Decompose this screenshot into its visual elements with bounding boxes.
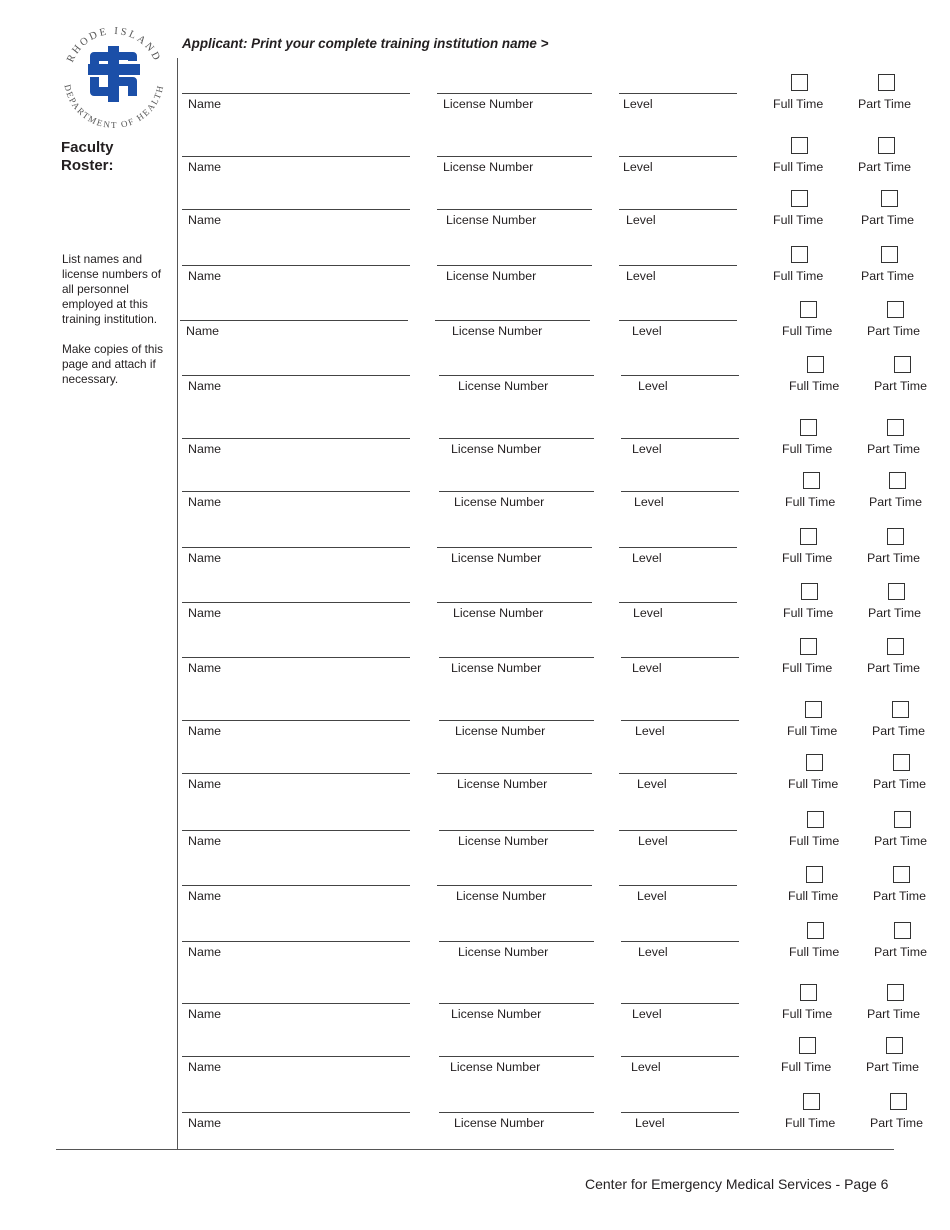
license-number-input-line[interactable]: [437, 885, 592, 886]
form-vertical-rule: [177, 58, 178, 1150]
full-time-label: Full Time: [788, 777, 839, 791]
part-time-checkbox[interactable]: [894, 811, 911, 828]
license-number-label: License Number: [458, 834, 549, 848]
name-label: Name: [188, 724, 222, 738]
name-label: Name: [188, 379, 222, 393]
part-time-label: Part Time: [873, 889, 927, 903]
license-number-label: License Number: [451, 551, 542, 565]
copy-instructions: Make copies of this page and attach if necessary.: [62, 342, 163, 386]
part-time-label: Part Time: [867, 661, 921, 675]
license-number-label: License Number: [451, 442, 542, 456]
name-label: Name: [188, 606, 222, 620]
full-time-checkbox[interactable]: [803, 1093, 820, 1110]
part-time-label: Part Time: [858, 97, 912, 111]
part-time-label: Part Time: [861, 213, 915, 227]
part-time-label: Part Time: [866, 1060, 920, 1074]
level-label: Level: [623, 97, 653, 111]
full-time-checkbox[interactable]: [800, 419, 817, 436]
part-time-checkbox[interactable]: [887, 528, 904, 545]
license-number-label: License Number: [446, 213, 537, 227]
license-number-label: License Number: [454, 1116, 545, 1130]
level-input-line[interactable]: [619, 320, 737, 321]
name-label: Name: [188, 661, 222, 675]
level-label: Level: [632, 1007, 662, 1021]
level-input-line[interactable]: [619, 830, 737, 831]
name-input-line[interactable]: [180, 320, 408, 321]
part-time-checkbox[interactable]: [894, 356, 911, 373]
full-time-label: Full Time: [785, 495, 836, 509]
license-number-input-line[interactable]: [437, 773, 592, 774]
part-time-checkbox[interactable]: [889, 472, 906, 489]
level-label: Level: [638, 945, 668, 959]
name-label: Name: [186, 324, 220, 338]
full-time-label: Full Time: [782, 1007, 833, 1021]
level-label: Level: [631, 1060, 661, 1074]
license-number-input-line[interactable]: [439, 491, 594, 492]
part-time-label: Part Time: [861, 269, 915, 283]
level-input-line[interactable]: [619, 885, 737, 886]
level-input-line[interactable]: [621, 720, 739, 721]
full-time-checkbox[interactable]: [800, 528, 817, 545]
part-time-checkbox[interactable]: [887, 301, 904, 318]
level-label: Level: [632, 661, 662, 675]
full-time-checkbox[interactable]: [791, 190, 808, 207]
name-input-line[interactable]: [182, 156, 410, 157]
level-input-line[interactable]: [621, 491, 739, 492]
full-time-checkbox[interactable]: [807, 356, 824, 373]
full-time-checkbox[interactable]: [801, 583, 818, 600]
part-time-checkbox[interactable]: [887, 419, 904, 436]
full-time-checkbox[interactable]: [799, 1037, 816, 1054]
name-label: Name: [188, 777, 222, 791]
level-label: Level: [634, 495, 664, 509]
level-input-line[interactable]: [621, 1112, 739, 1113]
logo-top-text: RHODE ISLAND: [65, 25, 163, 65]
license-number-input-line[interactable]: [439, 375, 594, 376]
full-time-label: Full Time: [787, 724, 838, 738]
full-time-label: Full Time: [789, 834, 840, 848]
full-time-checkbox[interactable]: [800, 301, 817, 318]
roster-instructions: List names and license numbers of all personnel employed at this training institution.: [62, 252, 162, 326]
level-label: Level: [626, 213, 656, 227]
name-input-line[interactable]: [182, 265, 410, 266]
part-time-checkbox[interactable]: [894, 922, 911, 939]
full-time-checkbox[interactable]: [803, 472, 820, 489]
part-time-label: Part Time: [868, 606, 922, 620]
level-input-line[interactable]: [621, 657, 739, 658]
part-time-label: Part Time: [873, 777, 927, 791]
level-input-line[interactable]: [619, 209, 737, 210]
name-label: Name: [188, 945, 222, 959]
name-label: Name: [188, 97, 222, 111]
part-time-label: Part Time: [867, 442, 921, 456]
part-time-checkbox[interactable]: [887, 638, 904, 655]
license-number-input-line[interactable]: [437, 209, 592, 210]
full-time-label: Full Time: [782, 551, 833, 565]
name-label: Name: [188, 834, 222, 848]
license-number-input-line[interactable]: [439, 1003, 594, 1004]
license-number-input-line[interactable]: [439, 1112, 594, 1113]
full-time-checkbox[interactable]: [806, 866, 823, 883]
level-label: Level: [638, 834, 668, 848]
name-input-line[interactable]: [182, 773, 410, 774]
part-time-label: Part Time: [870, 1116, 924, 1130]
name-label: Name: [188, 213, 222, 227]
full-time-label: Full Time: [773, 97, 824, 111]
name-label: Name: [188, 551, 222, 565]
name-input-line[interactable]: [182, 491, 410, 492]
full-time-checkbox[interactable]: [807, 922, 824, 939]
part-time-checkbox[interactable]: [888, 583, 905, 600]
license-number-label: License Number: [452, 324, 543, 338]
name-input-line[interactable]: [182, 885, 410, 886]
license-number-input-line[interactable]: [437, 156, 592, 157]
license-number-input-line[interactable]: [435, 320, 590, 321]
part-time-checkbox[interactable]: [878, 74, 895, 91]
level-input-line[interactable]: [619, 93, 737, 94]
faculty-roster-title: Faculty Roster:: [61, 139, 114, 174]
license-number-label: License Number: [455, 724, 546, 738]
name-input-line[interactable]: [182, 93, 410, 94]
name-input-line[interactable]: [182, 602, 410, 603]
license-number-label: License Number: [458, 379, 549, 393]
institution-name-prompt: Applicant: Print your complete training institution name >: [182, 36, 549, 51]
part-time-checkbox[interactable]: [886, 1037, 903, 1054]
level-input-line[interactable]: [619, 547, 737, 548]
level-input-line[interactable]: [621, 375, 739, 376]
full-time-label: Full Time: [785, 1116, 836, 1130]
license-number-input-line[interactable]: [439, 941, 594, 942]
part-time-label: Part Time: [872, 724, 926, 738]
part-time-checkbox[interactable]: [893, 866, 910, 883]
part-time-label: Part Time: [858, 160, 912, 174]
logo-bottom-text: DEPARTMENT OF HEALTH: [62, 83, 166, 131]
level-input-line[interactable]: [619, 265, 737, 266]
full-time-checkbox[interactable]: [800, 984, 817, 1001]
license-number-input-line[interactable]: [439, 438, 594, 439]
full-time-checkbox[interactable]: [791, 74, 808, 91]
page-footer: Center for Emergency Medical Services - Page 6: [585, 1176, 889, 1192]
name-input-line[interactable]: [182, 941, 410, 942]
level-input-line[interactable]: [621, 1003, 739, 1004]
full-time-label: Full Time: [782, 661, 833, 675]
part-time-checkbox[interactable]: [893, 754, 910, 771]
part-time-label: Part Time: [867, 551, 921, 565]
full-time-label: Full Time: [788, 889, 839, 903]
name-input-line[interactable]: [182, 1056, 410, 1057]
name-label: Name: [188, 495, 222, 509]
full-time-label: Full Time: [781, 1060, 832, 1074]
level-label: Level: [637, 777, 667, 791]
full-time-label: Full Time: [773, 213, 824, 227]
name-input-line[interactable]: [182, 375, 410, 376]
license-number-label: License Number: [451, 1007, 542, 1021]
full-time-label: Full Time: [782, 442, 833, 456]
license-number-label: License Number: [446, 269, 537, 283]
part-time-checkbox[interactable]: [878, 137, 895, 154]
full-time-checkbox[interactable]: [806, 754, 823, 771]
part-time-label: Part Time: [874, 945, 928, 959]
full-time-checkbox[interactable]: [805, 701, 822, 718]
name-input-line[interactable]: [182, 1003, 410, 1004]
level-input-line[interactable]: [621, 1056, 739, 1057]
name-label: Name: [188, 1007, 222, 1021]
license-number-input-line[interactable]: [439, 1056, 594, 1057]
level-input-line[interactable]: [621, 438, 739, 439]
name-input-line[interactable]: [182, 1112, 410, 1113]
name-input-line[interactable]: [182, 209, 410, 210]
name-input-line[interactable]: [182, 720, 410, 721]
level-label: Level: [623, 160, 653, 174]
part-time-checkbox[interactable]: [887, 984, 904, 1001]
part-time-checkbox[interactable]: [881, 190, 898, 207]
name-label: Name: [188, 889, 222, 903]
name-label: Name: [188, 1060, 222, 1074]
name-input-line[interactable]: [182, 438, 410, 439]
name-input-line[interactable]: [182, 830, 410, 831]
part-time-checkbox[interactable]: [890, 1093, 907, 1110]
license-number-input-line[interactable]: [437, 93, 592, 94]
level-label: Level: [638, 379, 668, 393]
license-number-label: License Number: [458, 945, 549, 959]
level-input-line[interactable]: [621, 941, 739, 942]
part-time-checkbox[interactable]: [881, 246, 898, 263]
license-number-label: License Number: [443, 97, 534, 111]
license-number-label: License Number: [457, 777, 548, 791]
full-time-label: Full Time: [789, 945, 840, 959]
part-time-label: Part Time: [867, 324, 921, 338]
level-label: Level: [635, 1116, 665, 1130]
full-time-label: Full Time: [789, 379, 840, 393]
level-label: Level: [626, 269, 656, 283]
full-time-label: Full Time: [773, 269, 824, 283]
name-input-line[interactable]: [182, 547, 410, 548]
level-input-line[interactable]: [619, 156, 737, 157]
full-time-checkbox[interactable]: [807, 811, 824, 828]
name-label: Name: [188, 442, 222, 456]
name-input-line[interactable]: [182, 657, 410, 658]
full-time-label: Full Time: [783, 606, 834, 620]
license-number-label: License Number: [453, 606, 544, 620]
name-label: Name: [188, 160, 222, 174]
license-number-input-line[interactable]: [437, 602, 592, 603]
license-number-input-line[interactable]: [437, 547, 592, 548]
name-label: Name: [188, 1116, 222, 1130]
level-label: Level: [633, 606, 663, 620]
full-time-label: Full Time: [782, 324, 833, 338]
license-number-label: License Number: [443, 160, 534, 174]
license-number-label: License Number: [451, 661, 542, 675]
full-time-checkbox[interactable]: [791, 137, 808, 154]
part-time-label: Part Time: [874, 834, 928, 848]
part-time-checkbox[interactable]: [892, 701, 909, 718]
license-number-label: License Number: [456, 889, 547, 903]
level-label: Level: [632, 551, 662, 565]
part-time-label: Part Time: [867, 1007, 921, 1021]
full-time-checkbox[interactable]: [800, 638, 817, 655]
level-label: Level: [637, 889, 667, 903]
license-number-input-line[interactable]: [439, 657, 594, 658]
level-input-line[interactable]: [619, 773, 737, 774]
level-label: Level: [635, 724, 665, 738]
name-label: Name: [188, 269, 222, 283]
license-number-label: License Number: [450, 1060, 541, 1074]
full-time-checkbox[interactable]: [791, 246, 808, 263]
license-number-input-line[interactable]: [439, 720, 594, 721]
level-label: Level: [632, 442, 662, 456]
level-input-line[interactable]: [619, 602, 737, 603]
level-label: Level: [632, 324, 662, 338]
full-time-label: Full Time: [773, 160, 824, 174]
part-time-label: Part Time: [869, 495, 923, 509]
part-time-label: Part Time: [874, 379, 928, 393]
license-number-input-line[interactable]: [437, 265, 592, 266]
license-number-label: License Number: [454, 495, 545, 509]
form-bottom-rule: [56, 1149, 894, 1150]
license-number-input-line[interactable]: [439, 830, 594, 831]
